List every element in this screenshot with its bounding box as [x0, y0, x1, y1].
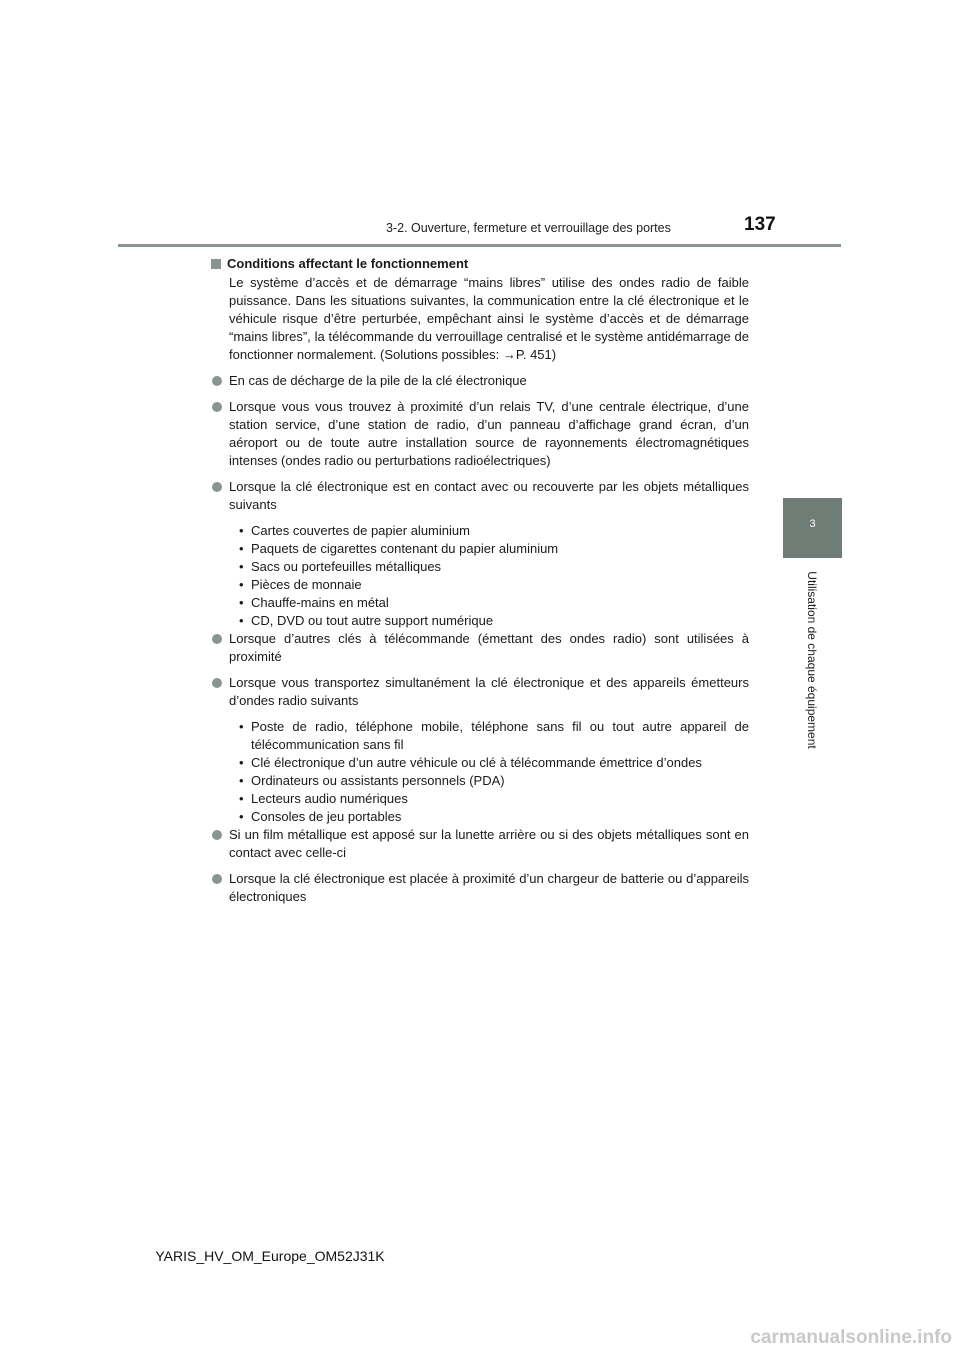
sub-list-item: • CD, DVD ou tout autre support numérique — [239, 612, 749, 630]
chapter-label: Utilisation de chaque équipement — [805, 571, 819, 749]
list-item-text: Lorsque vous transportez simultanément la clé électronique et des appareils émetteurs d’ondes radio suivants — [229, 675, 749, 708]
main-content — [211, 255, 749, 914]
circle-bullet-icon — [212, 830, 222, 840]
header-divider — [118, 244, 841, 247]
section-heading — [211, 255, 749, 273]
sub-list-item: • Chauffe-mains en métal — [239, 594, 749, 612]
list-item — [211, 372, 749, 390]
section-intro: Le système d’accès et de démarrage “mains libres” utilise des ondes radio de faible puissance. Dans les situations suivantes, la communication entre la clé électronique et le véhicule risque d’être perturbée, empêchant ainsi le système d’accès et de démarrage “mains libres”, la télécommande du verrouillage centralisé et le système antidémarrage de fonctionner normalement. (Solutions possibles: →P. 451) — [229, 275, 749, 362]
circle-bullet-icon — [212, 634, 222, 644]
section-heading-text: Conditions affectant le fonctionnement — [227, 256, 469, 271]
sub-list-item: • Paquets de cigarettes contenant du papier aluminium — [239, 540, 749, 558]
circle-bullet-icon — [212, 376, 222, 386]
list-item-text: Lorsque d’autres clés à télécommande (émettant des ondes radio) sont utilisées à proximité — [229, 631, 749, 664]
list-item — [211, 478, 749, 514]
list-item-text: Lorsque la clé électronique est placée à proximité d’un chargeur de batterie ou d’appareils électroniques — [229, 871, 749, 904]
list-item — [211, 870, 749, 906]
sub-list-item: • Pièces de monnaie — [239, 576, 749, 594]
list-item — [211, 674, 749, 710]
sub-list-item: • Consoles de jeu portables — [239, 808, 749, 826]
chapter-tab — [783, 498, 842, 558]
list-item — [211, 630, 749, 666]
sub-list — [229, 718, 749, 826]
sub-list-item: • Ordinateurs ou assistants personnels (PDA) — [239, 772, 749, 790]
list-item-text: En cas de décharge de la pile de la clé électronique — [229, 373, 527, 388]
chapter-number: 3 — [809, 518, 816, 530]
circle-bullet-icon — [212, 402, 222, 412]
sub-list-item: • Lecteurs audio numériques — [239, 790, 749, 808]
footer-code: YARIS_HV_OM_Europe_OM52J31K — [155, 1248, 385, 1264]
sub-list-item: • Sacs ou portefeuilles métalliques — [239, 558, 749, 576]
page-number: 137 — [744, 214, 776, 235]
list-item-text: Lorsque vous vous trouvez à proximité d’un relais TV, d’une centrale électrique, d’une station service, d’une station de radio, d’un panneau d’affichage grand écran, d’un aéroport ou de toute autre installation source de rayonnements électromagnétiques intenses (ondes radio ou perturbations radioélectriques) — [229, 399, 749, 468]
circle-bullet-icon — [212, 678, 222, 688]
list-item-text: Si un film métallique est apposé sur la lunette arrière ou si des objets métalliques sont en contact avec celle-ci — [229, 827, 749, 860]
circle-bullet-icon — [212, 482, 222, 492]
square-bullet-icon — [211, 259, 221, 269]
sub-list-item: • Clé électronique d’un autre véhicule ou clé à télécommande émettrice d’ondes — [239, 754, 749, 772]
watermark: carmanualsonline.info — [750, 1327, 952, 1348]
list-item-text: Lorsque la clé électronique est en contact avec ou recouverte par les objets métalliques suivants — [229, 479, 749, 512]
sub-list — [229, 522, 749, 630]
sub-list-item: • Poste de radio, téléphone mobile, téléphone sans fil ou tout autre appareil de télécommunication sans fil — [239, 718, 749, 754]
list-item — [211, 826, 749, 862]
list-item — [211, 398, 749, 470]
sub-list-item: • Cartes couvertes de papier aluminium — [239, 522, 749, 540]
running-header-title: 3-2. Ouverture, fermeture et verrouillage des portes — [386, 221, 671, 235]
circle-bullet-icon — [212, 874, 222, 884]
